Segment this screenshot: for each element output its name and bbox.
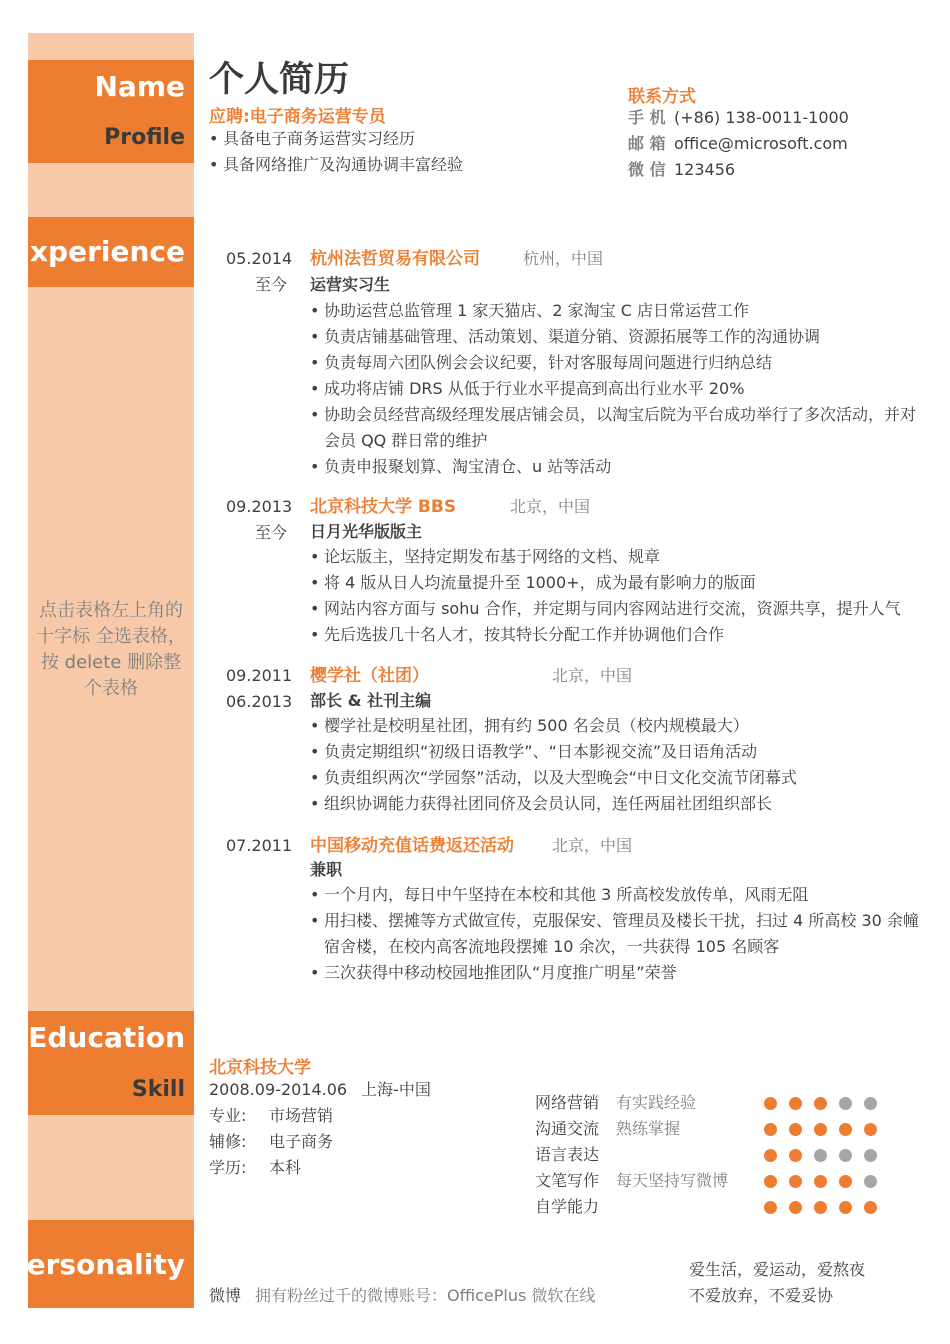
skill-desc: 有实践经验 [616,1093,697,1112]
sidebar-note: 点击表格左上角的 十字标 全选表格，按 delete 删除整个表格 [36,600,186,699]
exp-dates: 07.2011 [226,836,293,855]
contact-list [628,105,849,183]
rating-dot-filled [814,1123,827,1136]
rating-dot-filled [839,1175,852,1188]
weibo-label: 微博 [209,1286,242,1305]
exp-items [310,544,901,648]
skills-list [535,1090,915,1220]
rating-dot-filled [764,1175,777,1188]
personality-lines [689,1257,865,1309]
education-row: 学历: 本科 [209,1158,302,1177]
rating-dot-filled [839,1201,852,1214]
weibo-line [209,1283,595,1309]
email-value[interactable]: office@microsoft.com [674,134,848,153]
personality-line: 爱生活，爱运动，爱熬夜 [689,1260,866,1279]
exp-role: 运营实习生 [310,275,391,294]
rating-dot-filled [864,1201,877,1214]
experience-band [10,217,194,287]
exp-location: 北京，中国 [510,497,591,516]
rating-dot-filled [864,1123,877,1136]
skill-desc: 每天坚持写微博 [616,1171,729,1190]
exp-location: 北京，中国 [552,666,633,685]
exp-item: • 将 4 版从日人均流量提升至 1000+，成为最有影响力的版面 [310,570,901,596]
skill-name: 自学能力 [535,1197,600,1216]
rating-dot-filled [789,1201,802,1214]
exp-role: 日月光华版版主 [310,522,423,541]
education-period: 2008.09-2014.06 上海-中国 [209,1080,431,1099]
rating-dot-empty [864,1097,877,1110]
skill-row [535,1168,915,1194]
skill-name: 网络营销 [535,1093,600,1112]
rating-dot-empty [864,1175,877,1188]
exp-item: • 负责店铺基础管理、活动策划、渠道分销、资源拓展等工作的沟通协调 [310,324,916,350]
school-name: 北京科技大学 [209,1058,311,1078]
exp-item: • 论坛版主，坚持定期发布基于网络的文档、规章 [310,544,901,570]
education-row: 辅修: 电子商务 [209,1132,334,1151]
rating-dot-empty [839,1097,852,1110]
exp-location: 北京，中国 [552,836,633,855]
profile-points [209,126,463,178]
skill-name: 沟通交流 [535,1119,600,1138]
exp-item: • 负责每周六团队例会会议纪要，针对客服每周问题进行归纳总结 [310,350,916,376]
exp-item: • 协助运营总监管理 1 家天猫店、2 家淘宝 C 店日常运营工作 [310,298,916,324]
exp-org: 北京科技大学 BBS [310,497,457,517]
exp-location: 杭州，中国 [523,249,604,268]
apply-position: 应聘:电子商务运营专员 [209,107,386,127]
exp-role: 兼职 [310,860,343,879]
rating-dot-filled [814,1175,827,1188]
exp-item: • 网站内容方面与 sohu 合作，并定期与同内容网站进行交流，资源共享，提升人气 [310,596,901,622]
rating-dot-filled [789,1149,802,1162]
education-label: Education [28,1021,185,1054]
rating-dot-filled [789,1097,802,1110]
name-label: Name [94,70,185,103]
exp-item: • 负责申报聚划算、淘宝清仓、u 站等活动 [310,454,916,480]
exp-item: • 用扫楼、摆摊等方式做宣传，克服保安、管理员及楼长干扰，扫过 4 所高校 30 余幢 [310,908,919,934]
rating-dot-filled [789,1175,802,1188]
wechat-value: 123456 [674,160,736,179]
skill-label: Skill [131,1077,185,1102]
rating-dot-filled [814,1097,827,1110]
exp-item-cont: 宿舍楼，在校内高客流地段摆摊 10 余次，一共获得 105 名顾客 [324,937,780,956]
skill-row [535,1116,915,1142]
exp-item: • 一个月内，每日中午坚持在本校和其他 3 所高校发放传单，风雨无阻 [310,882,919,908]
skill-row [535,1142,915,1168]
weibo-text: 拥有粉丝过千的微博账号：OfficePlus 微软在线 [255,1286,596,1305]
rating-dot-filled [814,1201,827,1214]
exp-items [310,298,916,480]
rating-dot-filled [764,1201,777,1214]
exp-items [310,713,797,817]
exp-items [310,882,919,986]
rating-dot-filled [764,1149,777,1162]
phone-value[interactable]: (+86) 138-0011-1000 [674,108,849,127]
rating-dot-filled [764,1097,777,1110]
exp-item: • 樱学社是校明星社团，拥有约 500 名会员（校内规模最大） [310,713,797,739]
skill-row [535,1090,915,1116]
education-place: 上海-中国 [361,1080,431,1099]
education-skill-band [28,1011,194,1115]
exp-item: • 成功将店铺 DRS 从低于行业水平提高到高出行业水平 20% [310,376,916,402]
contact-row: 微 信 123456 [628,160,736,179]
skill-desc: 熟练掌握 [616,1119,681,1138]
page-title: 个人简历 [209,60,350,100]
contact-row: 邮 箱 office@microsoft.com [628,134,848,153]
rating-dot-filled [839,1123,852,1136]
exp-item: • 组织协调能力获得社团同侪及会员认同，连任两届社团组织部长 [310,791,797,817]
exp-item-cont: 会员 QQ 群日常的维护 [324,431,488,450]
exp-item: • 协助会员经营高级经理发展店铺会员，以淘宝后院为平台成功举行了多次活动，并对 [310,402,916,428]
education-details [209,1103,333,1181]
exp-role: 部长 & 社刊主编 [310,691,432,710]
exp-item: • 负责定期组织“初级日语教学”、“日本影视交流”及日语角活动 [310,739,797,765]
skill-row [535,1194,915,1220]
profile-point: • 具备电子商务运营实习经历 [209,126,463,152]
exp-dates: 09.2011 06.2013 [226,666,293,711]
personality-band [6,1220,194,1308]
rating-dot-filled [764,1123,777,1136]
rating-dot-filled [789,1123,802,1136]
exp-org: 中国移动充值话费返还活动 [310,836,514,856]
profile-point: • 具备网络推广及沟通协调丰富经验 [209,152,463,178]
exp-item: • 负责组织两次“学园祭”活动，以及大型晚会“中日文化交流节闭幕式 [310,765,797,791]
education-row: 专业: 市场营销 [209,1106,334,1125]
experience-label: Experience [10,235,185,268]
exp-org: 杭州法哲贸易有限公司 [310,249,480,269]
exp-item: • 先后选拔几十名人才，按其特长分配工作并协调他们合作 [310,622,901,648]
exp-dates: 09.2013 至今 [226,497,293,542]
exp-dates: 05.2014 至今 [226,249,293,294]
skill-name: 语言表达 [535,1145,600,1164]
profile-label: Profile [104,125,185,150]
skill-name: 文笔写作 [535,1171,600,1190]
rating-dot-empty [814,1149,827,1162]
contact-row: 手 机 (+86) 138-0011-1000 [628,108,849,127]
personality-line: 不爱放弃，不爱妥协 [689,1286,834,1305]
rating-dot-empty [864,1149,877,1162]
exp-org: 樱学社（社团） [310,666,429,686]
name-profile-band [28,60,194,163]
rating-dot-empty [839,1149,852,1162]
contact-title: 联系方式 [628,87,696,107]
exp-item: • 三次获得中移动校园地推团队“月度推广明星”荣誉 [310,960,919,986]
personality-label: Personality [6,1248,185,1281]
